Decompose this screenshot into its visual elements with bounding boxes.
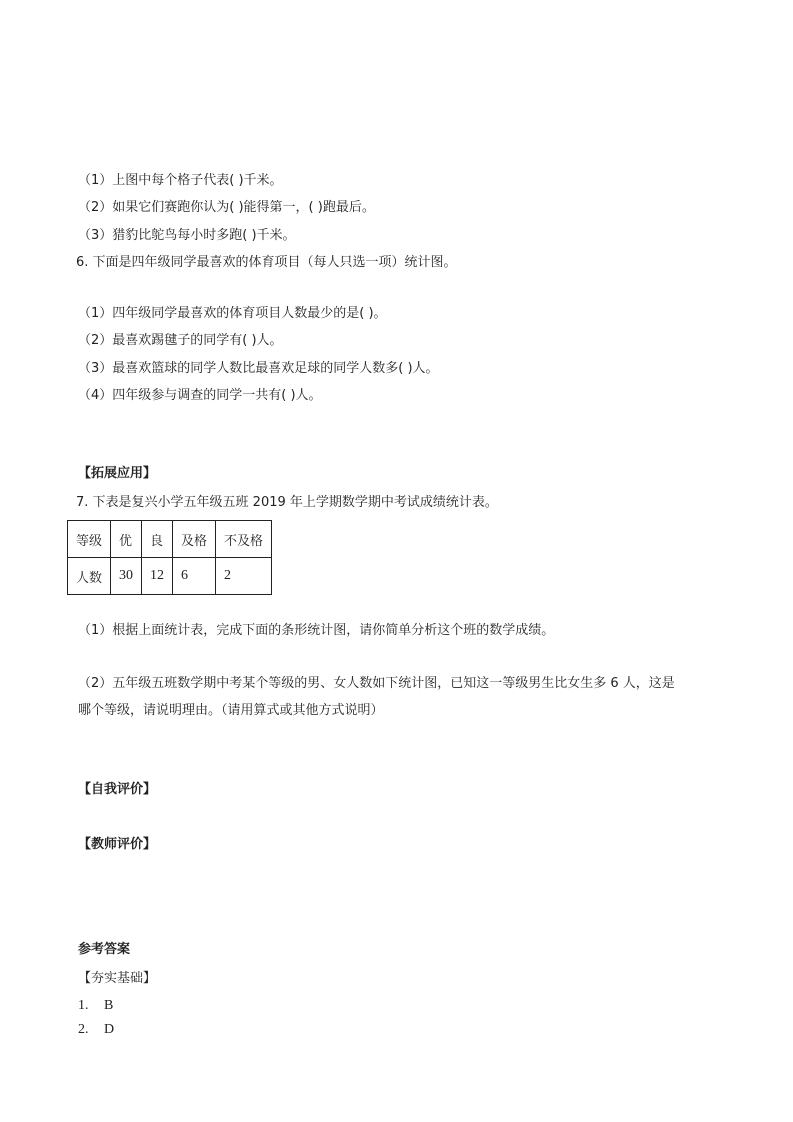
table-cell: 2 <box>216 558 272 595</box>
table-row <box>68 558 272 595</box>
table-cell: 30 <box>111 558 142 595</box>
grade-table <box>67 520 272 595</box>
table-header-row <box>68 521 272 558</box>
answer-value: D <box>104 1022 115 1037</box>
answer-number: 1. <box>78 998 89 1013</box>
q6-sub1: （1）四年级同学最喜欢的体育项目人数最少的是( )。 <box>78 306 387 321</box>
table-cell: 6 <box>173 558 216 595</box>
section-extend-heading: 【拓展应用】 <box>78 466 157 481</box>
table-cell: 人数 <box>68 558 111 595</box>
q6-stem: 6. 下面是四年级同学最喜欢的体育项目（每人只选一项）统计图。 <box>76 255 457 270</box>
answer-value: B <box>104 998 114 1013</box>
q5-sub1: （1）上图中每个格子代表( )千米。 <box>78 173 283 188</box>
q6-sub3: （3）最喜欢篮球的同学人数比最喜欢足球的同学人数多( )人。 <box>78 361 439 376</box>
section-teacher-heading: 【教师评价】 <box>78 837 157 852</box>
table-cell: 不及格 <box>216 521 272 558</box>
q5-sub2: （2）如果它们赛跑你认为( )能得第一，( )跑最后。 <box>78 200 375 215</box>
answers-title: 参考答案 <box>78 942 131 957</box>
q6-sub4: （4）四年级参与调查的同学一共有( )人。 <box>78 388 322 403</box>
q7-sub2-line2: 哪个等级，请说明理由。（请用算式或其他方式说明） <box>78 703 384 718</box>
q7-sub2-line1: （2）五年级五班数学期中考某个等级的男、女人数如下统计图，已知这一等级男生比女生多 6 人，这是 <box>78 676 675 691</box>
answers-section-heading: 【夯实基础】 <box>78 971 157 986</box>
table-cell: 优 <box>111 521 142 558</box>
table-cell: 及格 <box>173 521 216 558</box>
table-cell: 12 <box>142 558 173 595</box>
table-cell: 等级 <box>68 521 111 558</box>
q6-sub2: （2）最喜欢踢毽子的同学有( )人。 <box>78 333 283 348</box>
q7-stem: 7. 下表是复兴小学五年级五班 2019 年上学期数学期中考试成绩统计表。 <box>76 495 498 510</box>
q5-sub3: （3）猎豹比鸵鸟每小时多跑( )千米。 <box>78 228 296 243</box>
answer-number: 2. <box>78 1022 89 1037</box>
section-self-heading: 【自我评价】 <box>78 782 157 797</box>
q7-sub1: （1）根据上面统计表，完成下面的条形统计图，请你简单分析这个班的数学成绩。 <box>78 623 555 638</box>
table-cell: 良 <box>142 521 173 558</box>
